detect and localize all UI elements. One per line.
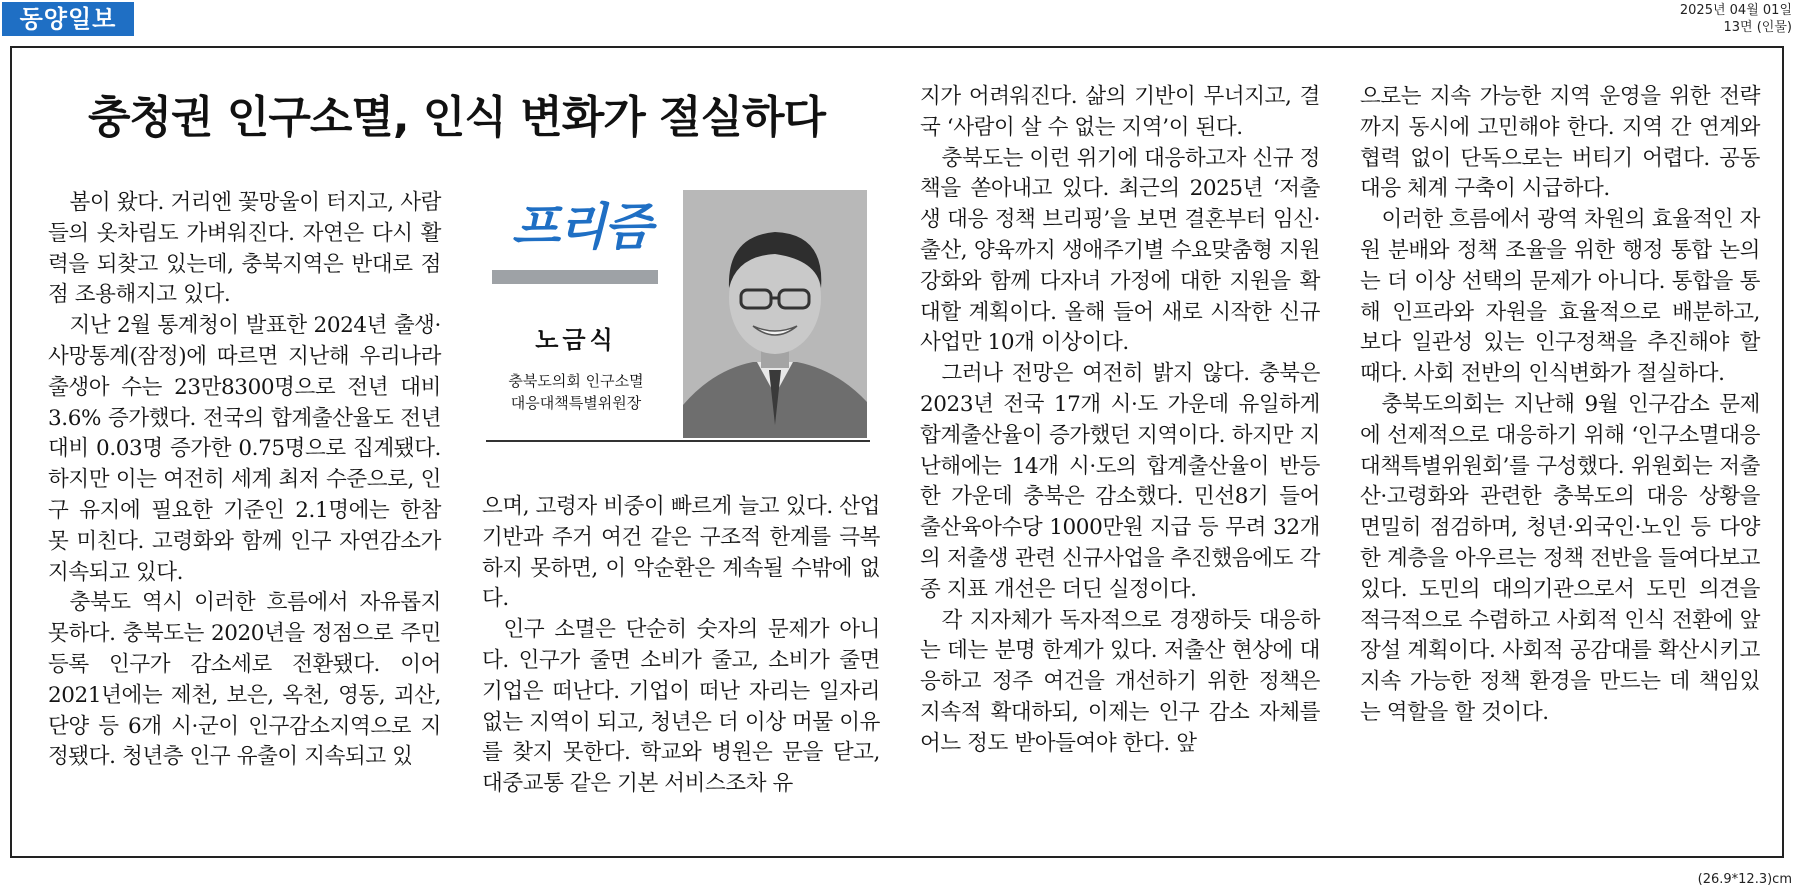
article-column-3 [920,82,1320,760]
profile-divider [486,440,870,442]
issue-date: 2025년 04월 01일 [1679,3,1792,18]
author-name: 노금식 [535,326,617,354]
article-headline: 충청권 인구소멸, 인식 변화가 절실하다 [88,92,826,143]
paragraph: 봄이 왔다. 거리엔 꽃망울이 터지고, 사람들의 옷차림도 가벼워진다. 자연은 다시 활력을 되찾고 있는데, 충북지역은 반대로 점점 조용해지고 있다. [48,190,441,308]
paragraph: 이러한 흐름에서 광역 차원의 효율적인 자원 분배와 정책 조율을 위한 행정 통합 논의는 더 이상 선택의 문제가 아니다. 통합을 통해 인프라와 자원을 효율적으로 배분하고, 보다 일관성 있는 인구정책을 추진해야 할 때다. 사회 전반의 인식변화가 절실하다. [1360,207,1760,387]
paragraph: 충북도 역시 이러한 흐름에서 자유롭지 못하다. 충북도는 2020년을 정점으로 주민등록 인구가 감소세로 전환됐다. 이어 2021년에는 제천, 보은, 옥천, 영동, 괴산, 단양 등 6개 시·군이 인구감소지역으로 지정됐다. 청년층 인구 유출이 지속되고 있 [48,590,441,770]
column-logo: 프리즘 [511,198,651,256]
paragraph: 인구 소멸은 단순히 숫자의 문제가 아니다. 인구가 줄면 소비가 줄고, 소비가 줄면 기업은 떠난다. 기업이 떠난 자리는 일자리 없는 지역이 되고, 청년은 더 이상 머물 이유를 찾지 못한다. 학교와 병원은 문을 닫고, 대중교통 같은 기본 서비스조차 유 [482,617,880,797]
column-logo-bar [492,270,658,284]
author-role-line: 대응대책특별위원장 [510,394,642,412]
paragraph: 으로는 지속 가능한 지역 운영을 위한 전략까지 동시에 고민해야 한다. 지역 간 연계와 협력 없이 단독으로는 버티기 어렵다. 공동 대응 체계 구축이 시급하다. [1360,84,1760,202]
article-column-1 [48,188,441,773]
issue-meta [1680,2,1792,36]
author-role [486,370,666,414]
paragraph: 각 지자체가 독자적으로 경쟁하듯 대응하는 데는 분명 한계가 있다. 저출산 현상에 대응하고 정주 여건을 개선하기 위한 정책은 지속적 확대하되, 이제는 인구 감소 자체를 어느 정도 받아들여야 한다. 앞 [920,607,1320,756]
author-portrait-icon [683,190,867,438]
paragraph: 으며, 고령자 비중이 빠르게 늘고 있다. 산업기반과 주거 여건 같은 구조적 한계를 극복하지 못하면, 이 악순환은 계속될 수밖에 없다. [482,494,880,612]
paragraph: 지난 2월 통계청이 발표한 2024년 출생·사망통계(잠정)에 따르면 지난해 우리나라 출생아 수는 23만8300명으로 전년 대비 3.6% 증가했다. 전국의 합계출산율도 전년 대비 0.03명 증가한 0.75명으로 집계됐다. 하지만 이는 여전히 세계 최저 수준으로, 인구 유지에 필요한 기준인 2.1명에는 한참 못 미친다. 고령화와 함께 인구 자연감소가 지속되고 있다. [48,313,441,585]
paragraph: 충북도의회는 지난해 9월 인구감소 문제에 선제적으로 대응하기 위해 ‘인구소멸대응대책특별위원회’를 구성했다. 위원회는 저출산·고령화와 관련한 충북도의 대응 상황을 면밀히 점검하며, 청년·외국인·노인 등 다양한 계층을 아우르는 정책 전반을 들여다보고 있다. 도민의 대의기관으로서 도민 의견을 적극적으로 수렴하고 사회적 인식 전환에 앞장설 계획이다. 사회적 공감대를 확산시키고 지속 가능한 정책 환경을 만드는 데 책임있는 역할을 할 것이다. [1360,391,1760,725]
paragraph: 지가 어려워진다. 삶의 기반이 무너지고, 결국 ‘사람이 살 수 없는 지역’이 된다. [920,84,1320,140]
page-section: 13면 (인물) [1723,20,1792,35]
paragraph: 그러나 전망은 여전히 밝지 않다. 충북은 2023년 전국 17개 시·도 가운데 유일하게 합계출산율이 증가했던 지역이다. 하지만 지난해에는 14개 시·도의 합계출산율이 반등한 가운데 충북은 감소했다. 민선8기 들어 출산육아수당 1000만원 지급 등 무려 32개의 저출생 관련 신규사업을 추진했음에도 각종 지표 개선은 더딘 실정이다. [920,361,1320,602]
article-column-2 [482,492,880,800]
author-photo [683,190,867,438]
author-role-line: 충북도의회 인구소멸 [508,372,644,390]
author-profile-box [486,190,870,442]
article-column-4 [1360,82,1760,729]
newspaper-logo: 동양일보 [2,2,134,36]
clipping-size: (26.9*12.3)cm [1697,872,1792,887]
paragraph: 충북도는 이런 위기에 대응하고자 신규 정책을 쏟아내고 있다. 최근의 2025년 ‘저출생 대응 정책 브리핑’을 보면 결혼부터 임신·출산, 양육까지 생애주기별 수요맞춤형 지원 강화와 함께 다자녀 가정에 대한 지원을 확대할 계획이다. 올해 들어 새로 시작한 신규사업만 10개 이상이다. [920,145,1320,356]
